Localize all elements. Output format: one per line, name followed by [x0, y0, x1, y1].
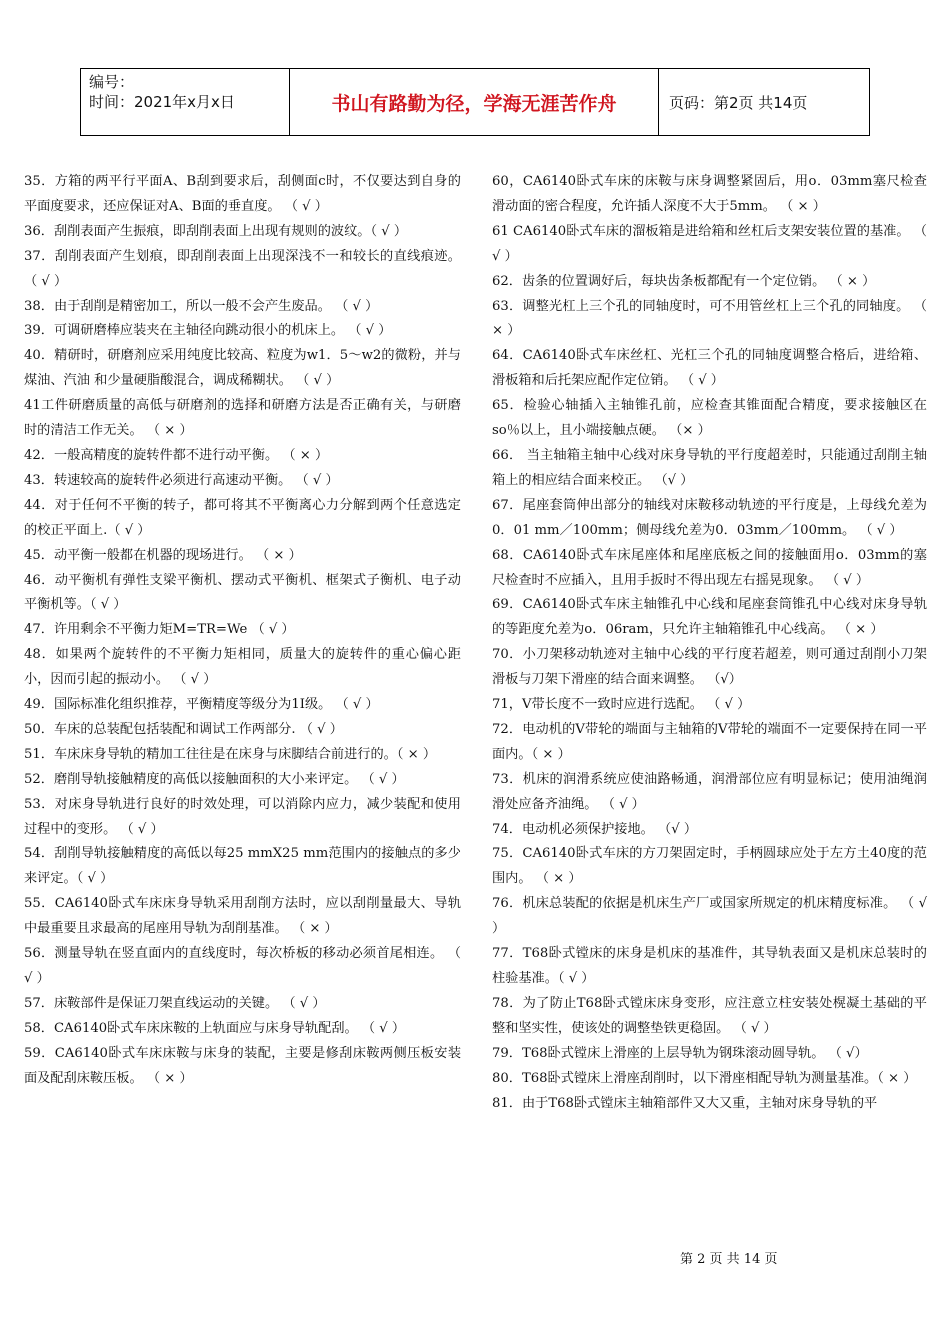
left-column	[24, 170, 461, 1092]
document-header	[80, 68, 870, 136]
question-item: 42．一般高精度的旋转件都不进行动平衡。 （ × ）	[24, 447, 329, 463]
right-column	[492, 170, 927, 1116]
question-item: 38．由于刮削是精密加工，所以一般不会产生废品。 （ √ ）	[24, 298, 379, 314]
question-item: 77．T68卧式镗床的床身是机床的基准件，其导轨表面又是机床总装时的柱验基准。（ √ ）	[492, 946, 927, 986]
page-footer: 第 2 页 共 14 页	[680, 1252, 778, 1267]
question-item: 51．车床床身导轨的精加工往往是在床身与床脚结合前进行的。（ × ）	[24, 746, 437, 762]
question-item: 35．方箱的两平行平面A、B刮到要求后，刮侧面c时，不仅要达到自身的平面度要求，还应保证对A、B面的垂直度。 （ √ ）	[24, 174, 461, 214]
header-motto: 书山有路勤为径，学海无涯苦作舟	[290, 69, 659, 136]
question-item: 80．T68卧式镗床上滑座刮削时，以下滑座相配导轨为测量基准。（ × ）	[492, 1070, 917, 1086]
question-item: 78．为了防止T68卧式镗床床身变形，应注意立柱安装处榥凝土基础的平整和坚实性，使该处的调整垫铁更稳固。 （ √ ）	[492, 995, 927, 1036]
question-item: 57．床鞍部件是保证刀架直线运动的关键。 （ √ ）	[24, 995, 326, 1011]
question-item: 46．动平衡机有弹性支梁平衡机、摆动式平衡机、框架式子衡机、电子动平衡机等。（ √ ）	[24, 572, 461, 613]
question-item: 49．国际标准化组织推荐，平衡精度等级分为1I级。 （ √ ）	[24, 697, 379, 713]
header-meta	[81, 69, 290, 136]
question-item: 52．磨削导轨接触精度的高低以接触面积的大小来评定。 （ √ ）	[24, 771, 405, 787]
question-item: 64．CA6140卧式车床丝杠、光杠三个孔的同轴度调整合格后，进给箱、滑板箱和后托架应配作定位销。 （ √ ）	[492, 348, 927, 389]
question-item: 67．尾座套筒伸出部分的轴线对床鞍移动轨迹的平行度是，上母线允差为0．01 mm／100mm；侧母线允差为0．03mm／100mm。 （ √ ）	[492, 497, 927, 538]
question-item: 43．转速较高的旋转件必须进行高速动平衡。 （ √ ）	[24, 472, 339, 488]
question-item: 59．CA6140卧式车床床鞍与床身的装配，主要是修刮床鞍两侧压板安装面及配刮床鞍压板。 （ × ）	[24, 1045, 461, 1086]
question-item: 48．如果两个旋转件的不平衡力矩相同，质量大的旋转件的重心偏心距小，因而引起的振动小。 （ √ ）	[24, 647, 461, 688]
question-item: 53．对床身导轨进行良好的时效处理，可以消除内应力，减少装配和使用过程中的变形。 （ √ ）	[24, 796, 461, 837]
header-page-info: 页码：第2页 共14页	[659, 69, 870, 136]
question-item: 54．刮削导轨接触精度的高低以每25 mmX25 mm范围内的接触点的多少来评定。（ √ ）	[24, 846, 461, 887]
question-item: 65．检验心轴插入主轴锥孔前，应检查其锥面配合精度，要求接触区在so％以上，且小端接触点硬。 （× ）	[492, 398, 927, 439]
question-item: 47．许用剩余不平衡力矩M=TR=We （ √ ）	[24, 622, 295, 638]
question-item: 58．CA6140卧式车床床鞍的上轨面应与床身导轨配刮。 （ √ ）	[24, 1020, 406, 1036]
question-item: 60，CA6140卧式车床的床鞍与床身调整紧固后，用o．03mm塞尺检查滑动面的密合程度，允许插人深度不大于5mm。 （ × ）	[492, 174, 927, 214]
question-item: 62．齿条的位置调好后，每块齿条板都配有一个定位销。 （ × ）	[492, 273, 876, 289]
question-item: 55．CA6140卧式车床床身导轨采用刮削方法时，应以刮削量最大、导轨中最重要且求最高的尾座用导轨为刮削基准。 （ × ）	[24, 896, 461, 937]
question-item: 69．CA6140卧式车床主轴锥孔中心线和尾座套筒锥孔中心线对床身导轨的等距度允差为o．06ram，只允许主轴箱锥孔中心线高。 （ × ）	[492, 597, 927, 638]
question-item: 68．CA6140卧式车床尾座体和尾座底板之间的接触面用o．03mm的塞尺检查时不应插入，且用手扳时不得出现左右摇晃现象。 （ √ ）	[492, 547, 927, 588]
document-number-label: 编号：	[89, 73, 135, 91]
question-item: 71，V带长度不一致时应进行选配。 （ √ ）	[492, 697, 751, 713]
question-item: 63．调整光杠上三个孔的同轴度时，可不用管丝杠上三个孔的同轴度。 （ × ）	[492, 298, 927, 339]
question-item: 40．精研时，研磨剂应采用纯度比较高、粒度为w1．5～w2的微粉，并与煤油、汽油 和少量硬脂酸混合，调成稀糊状。 （ √ ）	[24, 348, 461, 389]
question-item: 79．T68卧式镗床上滑座的上层导轨为钢珠滚动圆导轨。 （ √）	[492, 1045, 868, 1061]
question-item: 50．车床的总装配包括装配和调试工作两部分. （ √ ）	[24, 721, 343, 737]
question-item: 74．电动机必须保护接地。 （√ ）	[492, 821, 698, 837]
question-item: 37．刮削表面产生划痕，即刮削表面上出现深浅不一和较长的直线痕迹。 （ √ ）	[24, 248, 461, 289]
question-item: 70．小刀架移动轨迹对主轴中心线的平行度若超差，则可通过刮削小刀架滑板与刀架下滑座的结合面来调整。 （√）	[492, 647, 927, 688]
question-item: 44．对于任何不平衡的转子，都可将其不平衡离心力分解到两个任意选定的校正平面上.（ √ ）	[24, 497, 461, 538]
question-item: 36．刮削表面产生振痕，即刮削表面上出现有规则的波纹。（ √ ）	[24, 223, 408, 239]
question-item: 45．动平衡一般都在机器的现场进行。 （ × ）	[24, 547, 302, 563]
question-item: 56．测量导轨在竖直面内的直线度时，每次桥板的移动必须首尾相连。 （ √ ）	[24, 946, 461, 986]
question-item: 72．电动机的V带轮的端面与主轴箱的V带轮的端面不一定要保持在同一平面内。（ × ）	[492, 721, 927, 762]
question-item: 61 CA6140卧式车床的溜板箱是进给箱和丝杠后支架安装位置的基准。 （ √ ）	[492, 223, 927, 264]
question-item: 73．机床的润滑系统应使油路畅通，润滑部位应有明显标记；使用油绳润滑处应备齐油绳。 （ √ ）	[492, 771, 927, 812]
question-item: 39．可调研磨棒应装夹在主轴径向跳动很小的机床上。 （ √ ）	[24, 323, 392, 339]
question-item: 75．CA6140卧式车床的方刀架固定时，手柄圆球应处于左方土40度的范围内。 （ × ）	[492, 846, 927, 887]
document-time-label: 时间：2021年x月x日	[89, 93, 235, 111]
question-item: 41工件研磨质量的高低与研磨剂的选择和研磨方法是否正确有关，与研磨时的清洁工作无关。 （ × ）	[24, 398, 461, 439]
question-item: 76．机床总装配的依据是机床生产厂或国家所规定的机床精度标准。 （ √ ）	[492, 896, 927, 937]
question-item: 81．由于T68卧式镗床主轴箱部件又大又重，主轴对床身导轨的平	[492, 1095, 878, 1111]
question-item: 66． 当主轴箱主轴中心线对床身导轨的平行度超差时，只能通过刮削主轴箱上的相应结合面来校正。 （√ ）	[492, 447, 927, 488]
